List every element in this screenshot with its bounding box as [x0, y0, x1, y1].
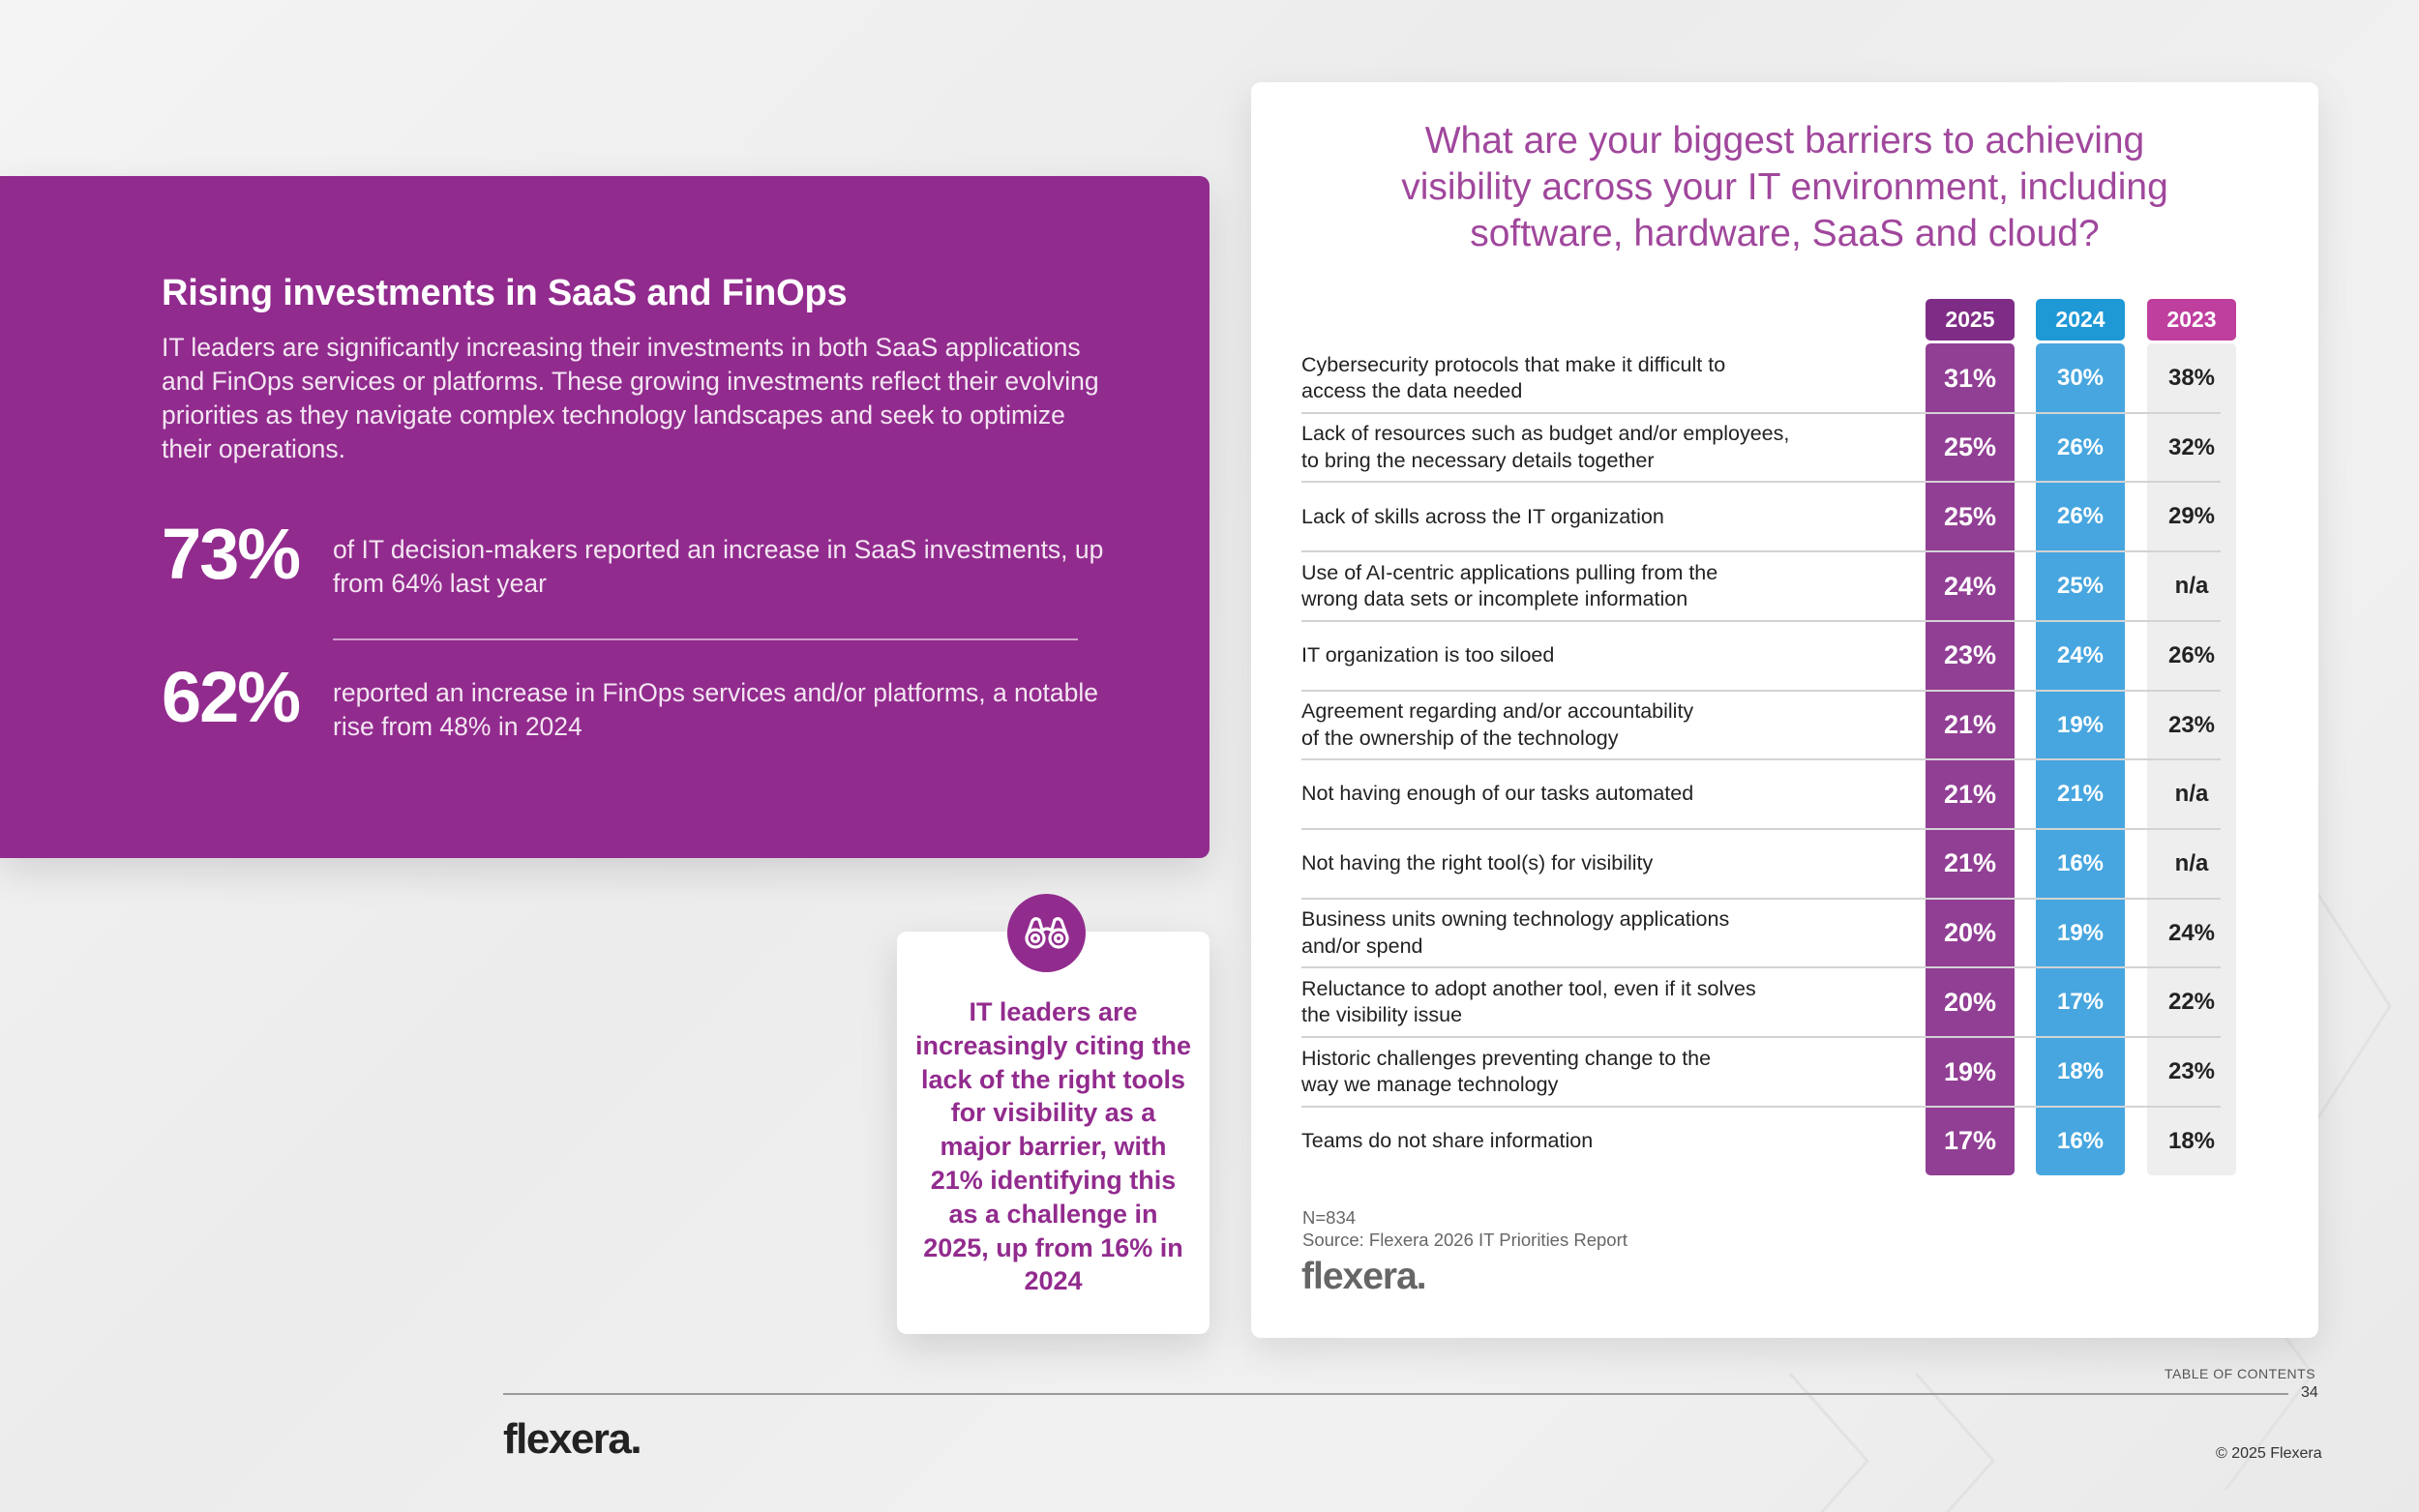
value-2025: 25% — [1943, 432, 1997, 462]
value-2024: 26% — [2056, 433, 2105, 460]
value-2025: 21% — [1943, 710, 1997, 739]
row-label-line: Use of AI-centric applications pulling from the — [1301, 560, 1718, 584]
row-label-line: Cybersecurity protocols that make it difficult to — [1301, 352, 1726, 376]
value-2023: 38% — [2167, 365, 2216, 391]
panel-body: IT leaders are significantly increasing their investments in both SaaS applications and FinOps services or platforms. These growing investments reflect their evolving priorities as they navigate complex technology landscapes and seek to optimize their operations. — [162, 333, 1099, 463]
callout-card — [897, 932, 1210, 1334]
column-header-2023: 2023 — [2147, 299, 2236, 341]
value-2023: 26% — [2167, 641, 2216, 668]
value-2024: 21% — [2056, 781, 2105, 808]
panel-title: Rising investments in SaaS and FinOps — [162, 273, 848, 313]
row-label-line: Reluctance to adopt another tool, even if it solves — [1301, 976, 1756, 1000]
value-2023: 22% — [2167, 989, 2216, 1016]
table-row — [1301, 343, 2216, 413]
value-2024: 19% — [2056, 711, 2105, 738]
value-2024: 19% — [2056, 919, 2105, 946]
table-row — [1301, 482, 2216, 551]
question-line: software, hardware, SaaS and cloud? — [1470, 213, 2100, 254]
source-note: Source: Flexera 2026 IT Priorities Report — [1302, 1230, 1628, 1250]
value-2023: 18% — [2167, 1127, 2216, 1154]
table-row — [1301, 967, 2216, 1037]
stat-divider — [333, 638, 1078, 640]
row-label-line: Lack of resources such as budget and/or employees, — [1301, 422, 1790, 446]
flexera-logo: flexera. — [503, 1415, 642, 1463]
table-row — [1301, 899, 2216, 968]
copyright: © 2025 Flexera — [2216, 1445, 2322, 1462]
barriers-table-card — [1251, 82, 2318, 1338]
value-2023: n/a — [2174, 781, 2209, 808]
stat-value: 62% — [162, 657, 300, 737]
row-label — [1301, 759, 1843, 829]
question-line: visibility across your IT environment, including — [1401, 166, 2168, 208]
row-label — [1301, 1037, 1843, 1107]
value-2023: n/a — [2174, 573, 2209, 600]
row-label — [1301, 829, 1843, 899]
value-2023: 23% — [2167, 1058, 2216, 1084]
row-label-line: of the ownership of the technology — [1301, 726, 1619, 750]
sample-size: N=834 — [1302, 1207, 1357, 1228]
value-2025: 21% — [1943, 848, 1997, 878]
stat-value: 73% — [162, 514, 300, 594]
value-2025: 17% — [1943, 1126, 1997, 1156]
value-2025: 23% — [1943, 640, 1997, 670]
chart-question — [1251, 118, 2318, 257]
value-2023: 29% — [2167, 503, 2216, 530]
value-2023: 24% — [2167, 919, 2216, 946]
row-label — [1301, 691, 1843, 760]
stat-text: reported an increase in FinOps services and/or platforms, a notable rise from 48% in 2024 — [333, 678, 1098, 741]
stat-text: of IT decision-makers reported an increase in SaaS investments, up from 64% last year — [333, 535, 1104, 598]
row-label-line: and/or spend — [1301, 934, 1423, 958]
value-2024: 17% — [2056, 989, 2105, 1016]
row-label — [1301, 343, 1843, 413]
callout-text: IT leaders are increasingly citing the lack of the right tools for visibility as a major barrier, with 21% identifying this as a challenge in 2025, up from 16% in 2024 — [914, 997, 1192, 1296]
table-row — [1301, 759, 2209, 829]
value-2023: 32% — [2167, 433, 2216, 460]
binoculars-icon — [1007, 894, 1086, 972]
row-label — [1301, 413, 1843, 483]
table-row — [1301, 691, 2216, 760]
row-label — [1301, 482, 1843, 551]
investment-panel — [0, 176, 1210, 858]
row-label-line: Not having enough of our tasks automated — [1301, 782, 1694, 806]
value-2024: 24% — [2056, 641, 2105, 668]
row-label-line: to bring the necessary details together — [1301, 448, 1655, 472]
column-header-2024: 2024 — [2036, 299, 2125, 341]
row-label — [1301, 967, 1843, 1037]
value-2025: 20% — [1943, 987, 1997, 1017]
value-2024: 30% — [2056, 365, 2105, 391]
row-label — [1301, 899, 1843, 968]
row-label — [1301, 621, 1843, 691]
row-label — [1301, 1107, 1843, 1176]
row-label-line: Not having the right tool(s) for visibility — [1301, 851, 1654, 875]
table-row — [1301, 621, 2216, 691]
column-header-2025: 2025 — [1926, 299, 2015, 341]
row-label-line: Teams do not share information — [1301, 1128, 1594, 1152]
value-2025: 19% — [1943, 1056, 1997, 1086]
row-label-line: way we manage technology — [1301, 1073, 1559, 1096]
value-2024: 26% — [2056, 503, 2105, 530]
row-label-line: Lack of skills across the IT organization — [1301, 504, 1664, 528]
value-2024: 16% — [2056, 849, 2105, 876]
table-row — [1301, 1037, 2216, 1107]
flexera-logo: flexera. — [1301, 1256, 1426, 1297]
row-label-line: Agreement regarding and/or accountability — [1301, 699, 1694, 723]
table-row — [1301, 829, 2209, 899]
value-2025: 24% — [1943, 571, 1997, 601]
row-label-line: wrong data sets or incomplete information — [1301, 587, 1688, 611]
value-2025: 25% — [1943, 501, 1997, 531]
table-row — [1301, 413, 2216, 483]
footer-divider — [503, 1393, 2288, 1395]
table-of-contents-link[interactable]: TABLE OF CONTENTS — [2165, 1366, 2316, 1381]
value-2023: n/a — [2174, 849, 2209, 876]
value-2025: 31% — [1943, 363, 1997, 393]
value-2025: 20% — [1943, 918, 1997, 948]
row-label-line: Business units owning technology applications — [1301, 907, 1730, 932]
page-number: 34 — [2301, 1384, 2318, 1401]
row-label-line: the visibility issue — [1301, 1003, 1463, 1027]
row-label-line: IT organization is too siloed — [1301, 643, 1555, 667]
row-label — [1301, 551, 1843, 621]
value-2023: 23% — [2167, 711, 2216, 738]
value-2024: 25% — [2056, 573, 2105, 600]
table-row — [1301, 551, 2209, 621]
row-label-line: access the data needed — [1301, 379, 1523, 402]
question-line: What are your biggest barriers to achieving — [1424, 120, 2145, 162]
value-2024: 16% — [2056, 1127, 2105, 1154]
table-row — [1301, 1107, 2216, 1176]
value-2025: 21% — [1943, 779, 1997, 809]
value-2024: 18% — [2056, 1058, 2105, 1084]
row-label-line: Historic challenges preventing change to the — [1301, 1046, 1712, 1070]
